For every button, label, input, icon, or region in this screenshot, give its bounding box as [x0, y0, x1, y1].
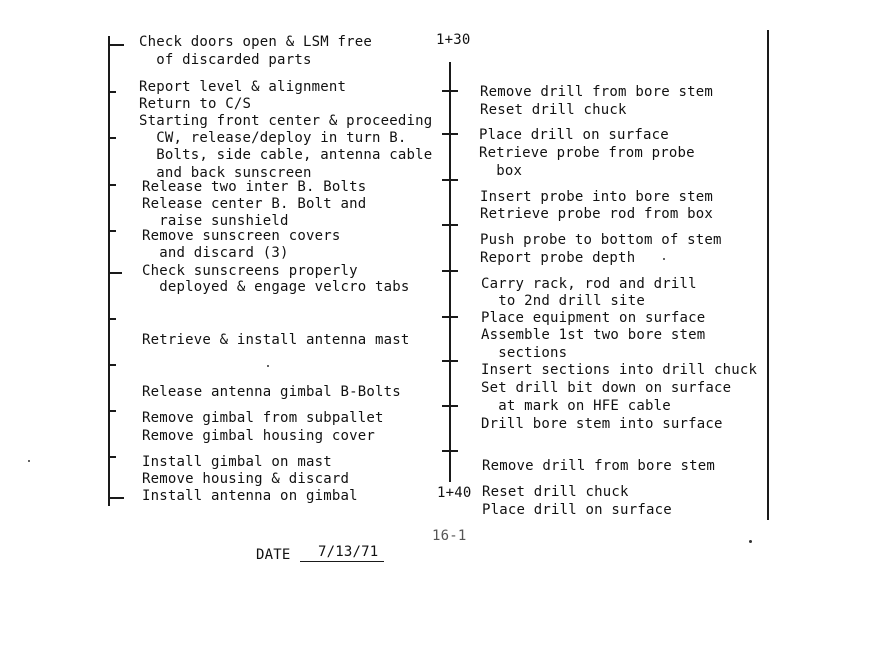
- left-tick: [108, 318, 116, 320]
- left-item: Remove gimbal housing cover: [142, 428, 375, 444]
- left-tick: [108, 364, 116, 366]
- left-item: Starting front center & proceeding: [139, 113, 433, 129]
- center-tick: [442, 450, 458, 452]
- left-item: Retrieve & install antenna mast: [142, 332, 410, 348]
- center-tick: [442, 316, 458, 318]
- right-item: box: [479, 163, 523, 179]
- right-item: Place drill on surface: [482, 502, 672, 518]
- right-item: Place equipment on surface: [481, 310, 706, 326]
- right-item: Retrieve probe from probe: [479, 145, 695, 161]
- date-label: DATE: [256, 547, 291, 563]
- left-item: Remove housing & discard: [142, 471, 350, 487]
- center-tick: [442, 270, 458, 272]
- right-item: Place drill on surface: [479, 127, 669, 143]
- scan-speck: [749, 540, 752, 543]
- left-tick: [108, 410, 116, 412]
- left-timeline-line: [108, 36, 110, 506]
- left-item: of discarded parts: [139, 52, 312, 68]
- date-underline: [300, 561, 384, 562]
- center-tick: [442, 179, 458, 181]
- left-item: Return to C/S: [139, 96, 252, 112]
- left-item: Report level & alignment: [139, 79, 347, 95]
- left-item: Remove gimbal from subpallet: [142, 410, 384, 426]
- footer-time: 1+40: [437, 485, 472, 501]
- left-item: raise sunshield: [142, 213, 289, 229]
- center-tick: [442, 90, 458, 92]
- right-item: Remove drill from bore stem: [480, 84, 713, 100]
- center-tick: [442, 405, 458, 407]
- right-item: Set drill bit down on surface: [481, 380, 732, 396]
- left-item: Install antenna on gimbal: [142, 488, 358, 504]
- date-value: 7/13/71: [318, 544, 379, 560]
- scan-speck: [267, 365, 269, 367]
- left-item: Release two inter B. Bolts: [142, 179, 367, 195]
- left-item: and back sunscreen: [139, 165, 312, 181]
- left-tick: [108, 44, 124, 46]
- left-item: Release antenna gimbal B-Bolts: [142, 384, 401, 400]
- scan-speck: [663, 258, 665, 260]
- right-item: Remove drill from bore stem: [482, 458, 715, 474]
- left-item: and discard (3): [142, 245, 289, 261]
- right-border-line: [767, 30, 769, 520]
- header-time: 1+30: [436, 32, 471, 48]
- right-item: Drill bore stem into surface: [481, 416, 723, 432]
- left-tick: [108, 497, 124, 499]
- left-tick: [108, 456, 116, 458]
- right-item: at mark on HFE cable: [481, 398, 671, 414]
- right-item: Report probe depth: [480, 250, 636, 266]
- left-item: Check doors open & LSM free: [139, 34, 372, 50]
- left-tick: [108, 184, 116, 186]
- left-item: deployed & engage velcro tabs: [142, 279, 410, 295]
- right-item: Carry rack, rod and drill: [481, 276, 697, 292]
- scan-speck: [28, 460, 30, 462]
- left-tick: [108, 91, 116, 93]
- center-tick: [442, 224, 458, 226]
- left-item: Check sunscreens properly: [142, 263, 358, 279]
- left-tick: [108, 230, 116, 232]
- right-item: Reset drill chuck: [482, 484, 629, 500]
- left-tick: [108, 137, 116, 139]
- right-item: Reset drill chuck: [480, 102, 627, 118]
- right-item: Push probe to bottom of stem: [480, 232, 722, 248]
- right-item: Assemble 1st two bore stem: [481, 327, 706, 343]
- right-item: Retrieve probe rod from box: [480, 206, 713, 222]
- center-tick: [442, 133, 458, 135]
- center-timeline-line: [449, 62, 451, 482]
- left-item: Release center B. Bolt and: [142, 196, 367, 212]
- right-item: Insert probe into bore stem: [480, 189, 713, 205]
- left-item: CW, release/deploy in turn B.: [139, 130, 407, 146]
- right-item: to 2nd drill site: [481, 293, 645, 309]
- page-number: 16-1: [432, 528, 467, 544]
- left-tick: [108, 272, 122, 274]
- left-item: Remove sunscreen covers: [142, 228, 341, 244]
- center-tick: [442, 360, 458, 362]
- left-item: Bolts, side cable, antenna cable: [139, 147, 433, 163]
- right-item: sections: [481, 345, 568, 361]
- left-item: Install gimbal on mast: [142, 454, 332, 470]
- right-item: Insert sections into drill chuck: [481, 362, 758, 378]
